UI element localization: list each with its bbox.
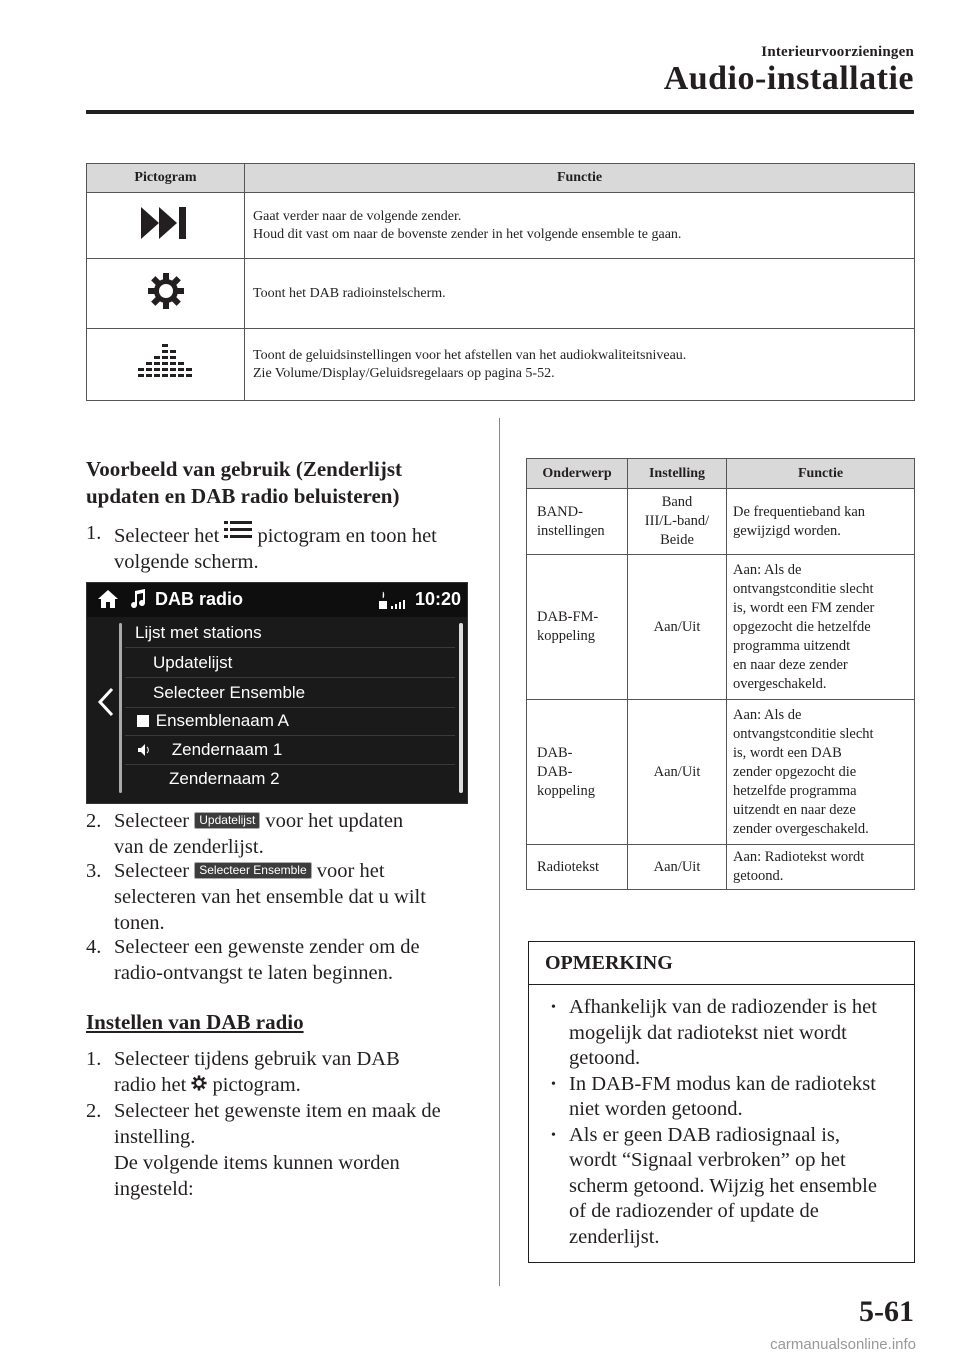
- item-label: Zendernaam 1: [171, 740, 283, 759]
- note-list: [529, 985, 914, 1250]
- cell-text: Aan: Radiotekst wordt: [733, 849, 865, 865]
- cell-text: is, wordt een FM zender: [733, 599, 875, 616]
- step-text: pictogram.: [212, 1074, 301, 1096]
- note-line: • In DAB-FM modus kan de radiotekst: [569, 1072, 876, 1095]
- step-4: [86, 934, 476, 986]
- step-text: selecteren van het ensemble dat u wilt: [114, 886, 426, 908]
- cell-text: De frequentieband kan: [733, 503, 866, 520]
- step-number: 3.: [86, 860, 102, 882]
- row-text: Toont de geluidsinstellingen voor het afstellen van het audiokwaliteitsniveau.: [253, 347, 687, 363]
- row-text: Houd dit vast om naar de bovenste zender in het volgende ensemble te gaan.: [253, 226, 682, 242]
- cell-text: Aan/Uit: [653, 618, 701, 635]
- setup-heading: Instellen van DAB radio: [86, 1010, 304, 1034]
- step-text: instelling.: [114, 1126, 196, 1148]
- cell-text: programma uitzendt: [733, 637, 851, 654]
- heading-line: Voorbeeld van gebruik (Zenderlijst: [86, 457, 402, 481]
- list-item: [549, 995, 906, 1072]
- gear-icon: [191, 1072, 207, 1098]
- cell-text: koppeling: [537, 628, 595, 644]
- settings-table: [526, 458, 915, 890]
- signal-icon: [377, 591, 409, 616]
- list-item[interactable]: [125, 619, 455, 648]
- cell-text: Aan: Als de: [733, 706, 802, 723]
- watermark: carmanualsonline.info: [770, 1336, 916, 1353]
- section-title: Interieurvoorzieningen: [761, 44, 914, 60]
- cell-text: uitzendt en naar deze: [733, 801, 856, 818]
- page-title: Audio-installatie: [663, 60, 914, 97]
- note-line: of de radiozender of update de: [569, 1200, 819, 1222]
- cell-text: Aan: Als de: [733, 561, 802, 578]
- scroll-edge-left: [119, 623, 122, 793]
- step-number: 2.: [86, 1100, 102, 1122]
- item-label: Ensemblenaam A: [155, 711, 289, 730]
- note-line: getoond.: [569, 1047, 641, 1069]
- cell-text: is, wordt een DAB: [733, 744, 842, 761]
- header-rule: [86, 110, 914, 114]
- step-2: [86, 808, 476, 860]
- item-label: Updatelijst: [153, 653, 233, 672]
- cell-text: DAB-: [537, 763, 573, 780]
- screen-title: DAB radio: [155, 589, 244, 609]
- note-line: scherm getoond. Wijzig het ensemble: [569, 1174, 877, 1197]
- note-title: OPMERKING: [529, 942, 914, 985]
- step-number: 4.: [86, 936, 102, 958]
- step-number: 1.: [86, 1048, 102, 1070]
- cell-text: en naar deze zender: [733, 656, 848, 673]
- updatelijst-button[interactable]: Updatelijst: [194, 812, 260, 829]
- cell-text: zender opgezocht die: [733, 763, 857, 780]
- list-item[interactable]: [125, 679, 455, 708]
- step-number: 1.: [86, 522, 102, 544]
- table-row: [245, 259, 915, 329]
- home-icon[interactable]: [97, 589, 119, 614]
- row-text: Toont het DAB radioinstelscherm.: [253, 285, 446, 301]
- heading-line: updaten en DAB radio beluisteren): [86, 484, 400, 508]
- note-line: zenderlijst.: [569, 1225, 660, 1248]
- dab-screen: [86, 582, 468, 804]
- step-text: Selecteer het: [114, 525, 220, 547]
- step-3: [86, 858, 476, 936]
- example-heading: [86, 456, 402, 510]
- note-box: [528, 941, 915, 1263]
- note-line: • Als er geen DAB radiosignaal is,: [569, 1123, 840, 1146]
- back-chevron-icon[interactable]: [97, 687, 115, 722]
- step-text: Selecteer het gewenste item en maak de: [114, 1100, 441, 1122]
- step-text: Selecteer tijdens gebruik van DAB: [114, 1048, 400, 1070]
- step-text: Selecteer: [114, 810, 190, 832]
- cell-text: Aan/Uit: [653, 858, 701, 875]
- step-text: voor het: [316, 860, 385, 882]
- cell-text: DAB-: [537, 744, 573, 761]
- speaker-icon: [137, 738, 151, 766]
- col-onderwerp: Onderwerp: [527, 459, 628, 489]
- step-1: [86, 520, 476, 575]
- table-row: [527, 555, 915, 700]
- cell-text: hetzelfde programma: [733, 782, 857, 799]
- note-line: niet worden getoond.: [569, 1098, 743, 1120]
- cell-text: III/L-band/: [644, 513, 710, 529]
- cell-text: getoond.: [733, 868, 784, 884]
- station-list: [125, 619, 455, 799]
- note-line: wordt “Signaal verbroken” op het: [569, 1149, 846, 1171]
- page-number: 5-61: [859, 1295, 914, 1328]
- clock: 10:20: [415, 589, 462, 609]
- cell-text: koppeling: [537, 782, 595, 799]
- table-row: [245, 193, 915, 259]
- step-text: De volgende items kunnen worden: [114, 1152, 400, 1174]
- skip-next-icon: [87, 193, 245, 259]
- table-row: [245, 329, 915, 401]
- row-text: Zie Volume/Display/Geluidsregelaars op pagina 5-52.: [253, 365, 555, 381]
- step-text: tonen.: [114, 912, 165, 934]
- step-text: volgende scherm.: [114, 551, 259, 573]
- cell-text: opgezocht die hetzelfde: [733, 618, 871, 635]
- cell-text: BAND-: [537, 503, 583, 520]
- list-item[interactable]: [125, 707, 455, 736]
- screen-topbar: [87, 583, 467, 617]
- col-functie: Functie: [245, 164, 915, 193]
- cell-text: ontvangstconditie slecht: [733, 725, 874, 742]
- step-text: pictogram en toon het: [257, 525, 437, 547]
- cell-text: instellingen: [537, 522, 605, 539]
- cell-text: ontvangstconditie slecht: [733, 580, 874, 597]
- col-instelling: Instelling: [628, 459, 727, 489]
- list-item: [549, 1123, 906, 1251]
- row-text: Gaat verder naar de volgende zender.: [253, 208, 462, 224]
- item-label: Lijst met stations: [135, 623, 262, 642]
- step-number: 2.: [86, 810, 102, 832]
- step-text: Selecteer een gewenste zender om de: [114, 936, 420, 958]
- list-item: [549, 1072, 906, 1123]
- list-item[interactable]: [125, 765, 455, 793]
- list-icon: [224, 520, 252, 547]
- step-text: ingesteld:: [114, 1178, 194, 1200]
- select-ensemble-button[interactable]: Selecteer Ensemble: [194, 862, 311, 879]
- item-label: Zendernaam 2: [169, 769, 280, 788]
- equalizer-icon: [87, 329, 245, 401]
- cell-text: Aan/Uit: [653, 763, 701, 780]
- icon-table: [86, 163, 915, 401]
- ensemble-icon: [137, 715, 149, 727]
- gear-icon: [87, 259, 245, 329]
- item-label: Selecteer Ensemble: [153, 683, 306, 702]
- column-divider: [499, 418, 500, 1286]
- cell-text: Beide: [660, 532, 694, 548]
- cell-text: gewijzigd worden.: [733, 522, 841, 539]
- step-text: radio-ontvangst te laten beginnen.: [114, 962, 393, 984]
- step-text: van de zenderlijst.: [114, 836, 264, 858]
- table-row: [527, 700, 915, 845]
- cell-text: overgeschakeld.: [733, 675, 827, 692]
- music-note-icon: [129, 589, 147, 614]
- step-text: voor het updaten: [265, 810, 404, 832]
- table-row: [527, 845, 915, 890]
- table-row: [527, 489, 915, 555]
- note-line: mogelijk dat radiotekst niet wordt: [569, 1021, 847, 1044]
- setup-step-2: [86, 1098, 476, 1202]
- cell-text: DAB-FM-: [537, 609, 599, 625]
- cell-text: zender overgeschakeld.: [733, 820, 869, 837]
- step-text: radio het: [114, 1074, 187, 1096]
- col-pictogram: Pictogram: [87, 164, 245, 193]
- step-text: Selecteer: [114, 860, 190, 882]
- note-line: • Afhankelijk van de radiozender is het: [569, 996, 877, 1018]
- scroll-edge-right: [459, 623, 463, 793]
- cell-text: Radiotekst: [537, 858, 600, 875]
- list-item[interactable]: [125, 736, 455, 765]
- list-item[interactable]: [125, 649, 455, 678]
- setup-step-1: [86, 1046, 476, 1098]
- cell-text: Band: [661, 494, 693, 510]
- col-functie: Functie: [727, 459, 915, 489]
